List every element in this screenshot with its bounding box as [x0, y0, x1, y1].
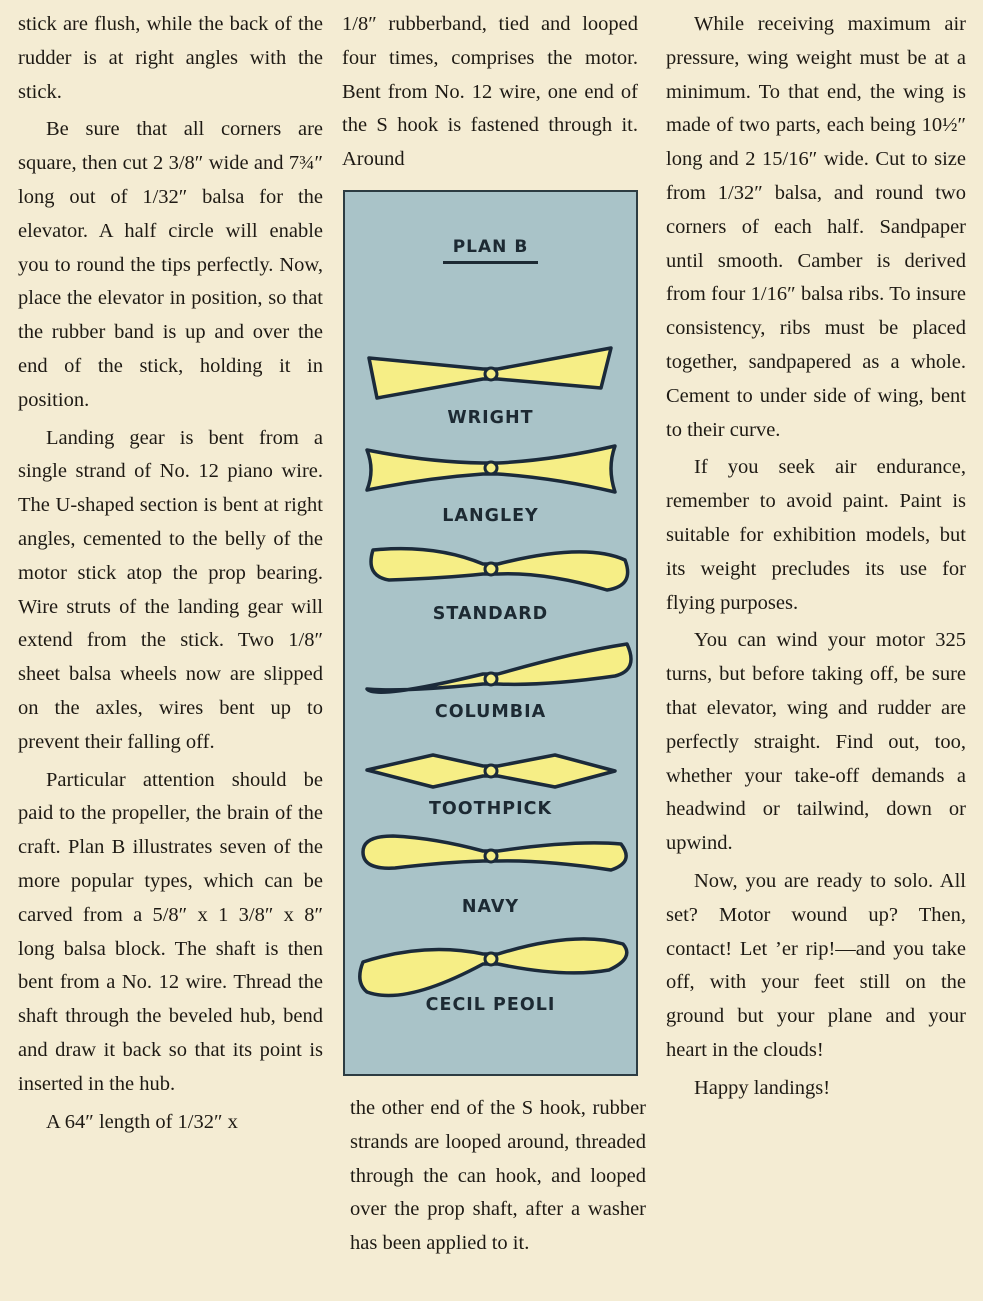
paragraph: If you seek air endurance, remember to avoid paint. Paint is suitable for exhibition models, but its weight precludes its use for flying purposes.	[666, 456, 966, 614]
propeller-label-cecil-peoli: CECIL PEOLI	[425, 995, 556, 1015]
text-column-1	[18, 8, 323, 1139]
propeller-label-navy: NAVY	[461, 897, 520, 917]
propeller-label-toothpick: TOOTHPICK	[428, 799, 552, 819]
propeller-label-standard: STANDARD	[432, 604, 549, 624]
plan-b-illustration	[343, 190, 638, 1076]
paragraph: Be sure that all corners are square, then cut 2 3/8″ wide and 7¾″ long out of 1/32″ balsa for the elevator. A half circle will enable you to round the tips perfectly. Now, place the elevator in position, so that the rubber band is up and over the end of the stick, holding it in position.	[18, 118, 323, 411]
paragraph: You can wind your motor 325 turns, but before taking off, be sure that elevator, wing and rudder are perfectly straight. Find out, too, whether your take-off demands a headwind or tailwind, down or upwind.	[666, 629, 966, 855]
propeller-label-wright: WRIGHT	[447, 408, 534, 428]
paragraph: Landing gear is bent from a single strand of No. 12 piano wire. The U-shaped section is bent at right angles, cemented to the belly of the motor stick atop the prop bearing. Wire struts of the landing gear will extend from the stick. Two 1/8″ sheet balsa wheels now are slipped on the axles, wires bent up to prevent their falling off.	[18, 426, 323, 753]
propeller-label-langley: LANGLEY	[442, 506, 539, 526]
text-column-2-top	[342, 8, 638, 177]
paragraph: While receiving maximum air pressure, wing weight must be at a minimum. To that end, the wing is made of two parts, each being 10½″ long and 2 15/16″ wide. Cut to size from 1/32″ balsa, and round two corners of each half. Sandpaper until smooth. Camber is derived from four 1/16″ balsa ribs. To insure consistency, ribs must be placed together, sandpapered as a whole. Cement to under side of wing, bent to their curve.	[666, 13, 966, 441]
propeller-standard	[371, 549, 628, 590]
paragraph: 1/8″ rubberband, tied and looped four times, comprises the motor. Bent from No. 12 wire, one end of the S hook is fastened through it. Around	[342, 13, 638, 171]
plan-title: PLAN B	[345, 237, 636, 257]
propeller-columbia	[367, 644, 631, 692]
paragraph: A 64″ length of 1/32″ x	[46, 1110, 238, 1133]
propeller-drawings	[345, 192, 636, 1074]
paragraph: the other end of the S hook, rubber strands are looped around, threaded through the can hook, and looped over the prop shaft, after a washer has been applied to it.	[350, 1097, 646, 1255]
paragraph: stick are flush, while the back of the rudder is at right angles with the stick.	[18, 13, 323, 103]
paragraph: Happy landings!	[694, 1076, 831, 1099]
paragraph: Now, you are ready to solo. All set? Motor wound up? Then, contact! Let ’er rip!—and you take off, with your feet still on the ground but your plane and your heart in the clouds!	[666, 869, 966, 1061]
propeller-label-columbia: COLUMBIA	[434, 702, 547, 722]
text-column-2-bottom	[350, 1092, 646, 1261]
paragraph: Particular attention should be paid to the propeller, the brain of the craft. Plan B illustrates seven of the more popular types, which can be carved from a 5/8″ x 1 3/8″ x 8″ long balsa block. The shaft is then bent from a No. 12 wire. Thread the shaft through the beveled hub, bend and draw it back so that its point is inserted in the hub.	[18, 768, 323, 1095]
text-column-3	[666, 8, 966, 1106]
propeller-cecil-peoli	[360, 939, 627, 996]
